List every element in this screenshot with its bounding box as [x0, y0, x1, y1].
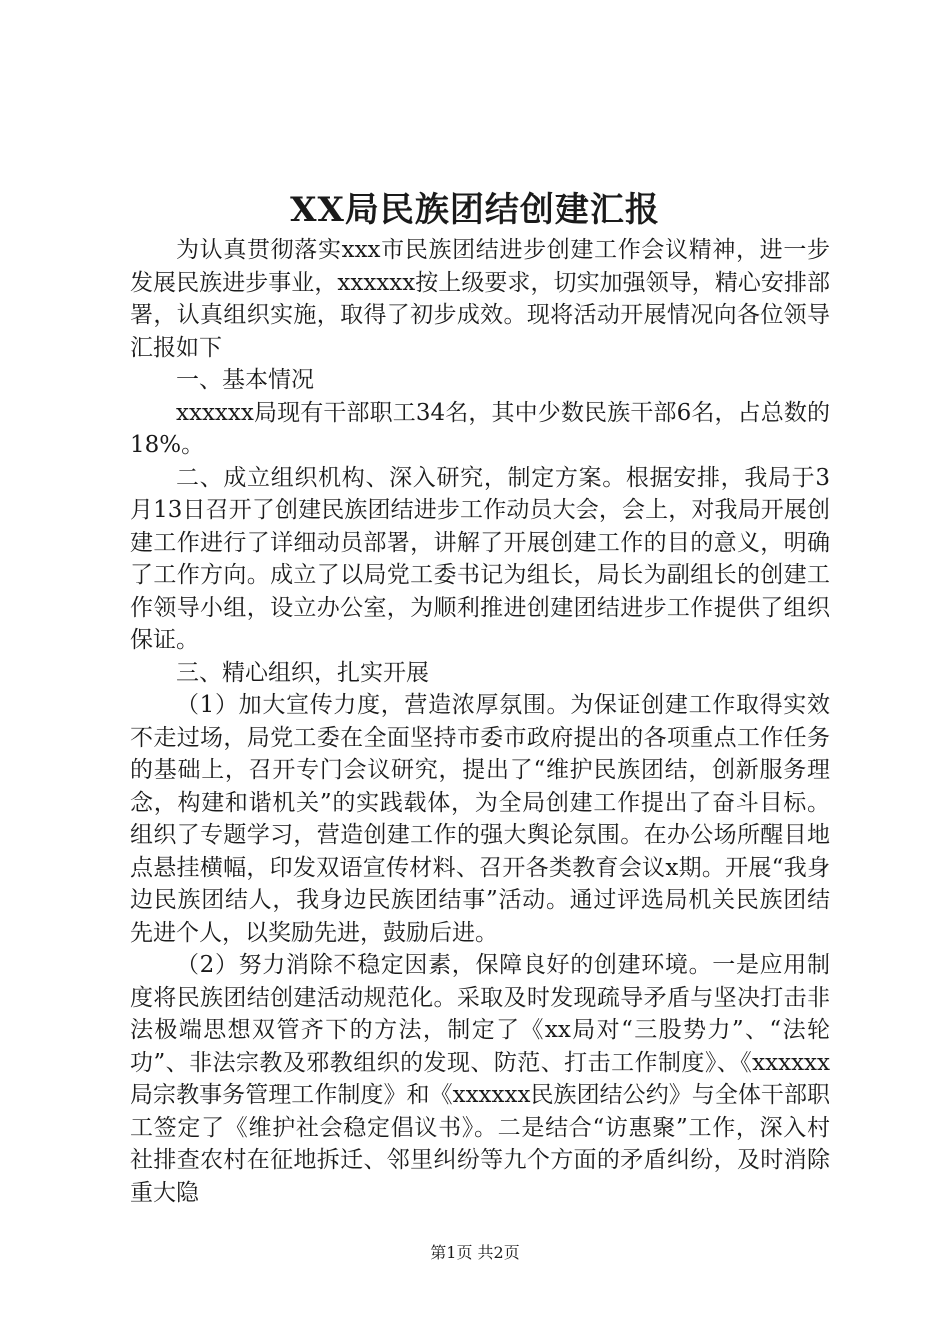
section-heading-basic: 一、基本情况 [176, 367, 314, 393]
publicity-paragraph: （1）加大宣传力度，营造浓厚氛围。为保证创建工作取得实效不走过场，局党工委在全面坚持市委市政府提出的各项重点工作任务的基础上，召开专门会议研究，提出了“维护民族团结，创新服务理念，构建和谐机关”的实践载体，为全局创建工作提出了奋斗目标。组织了专题学习，营造创建工作的强大舆论氛围。在办公场所醒目地点悬挂横幅，印发双语宣传材料、召开各类教育会议x期。开展“我身边民族团结人，我身边民族团结事”活动。通过评选局机关民族团结先进个人，以奖励先进，鼓励后进。 [130, 692, 830, 946]
basic-info-paragraph: xxxxxx局现有干部职工34名，其中少数民族干部6名，占总数的18%。 [130, 399, 830, 458]
section-heading-implementation: 三、精心组织，扎实开展 [176, 659, 429, 686]
stability-paragraph: （2）努力消除不稳定因素，保障良好的创建环境。一是应用制度将民族团结创建活动规范化。采取及时发现疏导矛盾与坚决打击非法极端思想双管齐下的方法，制定了《xx局对“三股势力”、“法轮功”、非法宗教及邪教组织的发现、防范、打击工作制度》、《xxxxxx局宗教事务管理工作制度》和《xxxxxx民族团结公约》与全体干部职工签定了《维护社会稳定倡议书》。二是结合“访惠聚”工作，深入村社排查农村在征地拆迁、邻里纠纷等九个方面的矛盾纠纷，及时消除重大隐 [130, 952, 830, 1206]
document-title: XX局民族团结创建汇报 [290, 190, 660, 230]
intro-paragraph: 为认真贯彻落实xxx市民族团结进步创建工作会议精神，进一步发展民族进步事业，xxxxxx按上级要求，切实加强领导，精心安排部署，认真组织实施，取得了初步成效。现将活动开展情况向各位领导汇报如下 [130, 237, 830, 361]
page-number-footer: 第1页 共2页 [430, 1243, 520, 1262]
organization-paragraph: 二、成立组织机构、深入研究，制定方案。根据安排，我局于3月13日召开了创建民族团结进步工作动员大会，会上，对我局开展创建工作进行了详细动员部署，讲解了开展创建工作的目的意义，明确了工作方向。成立了以局党工委书记为组长，局长为副组长的创建工作领导小组，设立办公室，为顺利推进创建团结进步工作提供了组织保证。 [130, 464, 830, 653]
document-body [130, 234, 830, 1209]
